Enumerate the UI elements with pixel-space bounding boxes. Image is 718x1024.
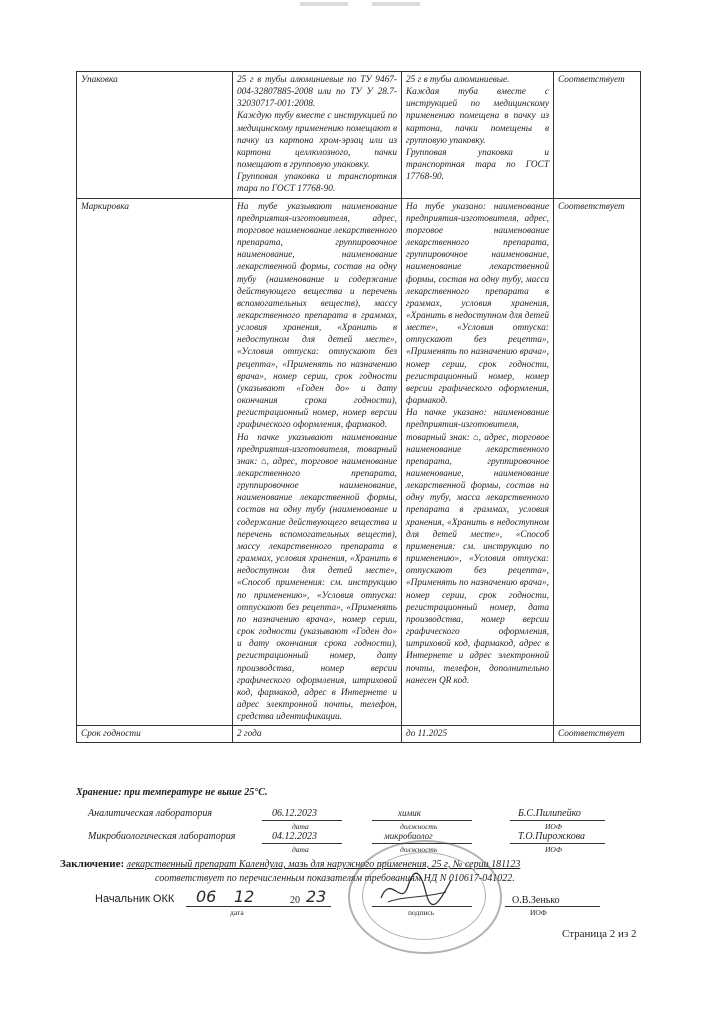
head-okk-name-caption: ИОФ — [530, 908, 547, 917]
head-okk-date-year: 23 — [306, 887, 327, 906]
requirement-cell — [233, 198, 402, 726]
head-okk-name: О.В.Зенько — [512, 895, 560, 906]
conclusion-cell: Соответствует — [554, 726, 641, 743]
analytical-date-caption: дата — [292, 822, 309, 831]
result-text: Групповая упаковка и транспортная тара по ГОСТ 17768-90. — [406, 147, 549, 183]
head-okk-sign-caption: подпись — [408, 908, 435, 917]
requirement-text: Групповая упаковка и транспортная тара по ГОСТ 17768-90. — [237, 172, 397, 195]
head-okk-sign-line — [372, 906, 472, 907]
conclusion-line1: лекарственный препарат Календула, мазь для наружного применения, 25 г, № серии 181123 — [126, 859, 521, 870]
page-number: Страница 2 из 2 — [562, 928, 637, 940]
micro-date-caption: дата — [292, 845, 309, 854]
head-okk-date-line — [186, 906, 331, 907]
micro-position: микробиолог — [384, 831, 433, 841]
analytical-name-line — [510, 820, 605, 821]
conclusion-cell: Соответствует — [554, 72, 641, 199]
row-label: Срок годности — [77, 726, 233, 743]
head-okk-name-line — [505, 906, 600, 907]
table-row-shelf-life — [77, 726, 641, 743]
analytical-position-caption: должность — [400, 822, 438, 831]
requirement-text: На пачке указывают наименование предприятия-изготовителя, товарный знак: ⌂, адрес, торговое наименование лекарственного препарата, группировочное наименование, наименование лекарственной формы, состав на одну тубу (наименование и содержание действующего вещества и перечень вспомогательных веществ), массу лекарственного препарата в граммах, условия хранения, «Хранить в недоступном для детей месте», «Способ применения: см. инструкцию по применению», «Условия отпуска: отпускают без рецепта», «Применять по назначению врача», номер серии, срок годности (указывают «Годен до» и дату окончания срока годности), регистрационный номер, дату производства, номер версии графического оформления, штриховой код, фармакод, адрес в Интернете и адрес электронной почты, телефон, средства идентификации. — [237, 432, 397, 723]
head-okk-date-month: 12 — [234, 887, 255, 906]
micro-name: Т.О.Пирожкова — [518, 831, 585, 842]
head-okk-date-day: 06 — [196, 887, 217, 906]
result-text: На тубе указано: наименование предприятия-изготовителя, адрес, торговое наименование лекарственного препарата, группировочное наименование, наименование лекарственной формы, состав на одну тубу, масса лекарственного препарата в граммах, условия хранения, «Хранить в недоступном для детей месте», «Условия отпуска: отпускают без рецепта», «Применять по назначению врача», номер серии, срок годности, регистрационный номер, номер версии графического оформления, фармакод. — [406, 201, 549, 407]
micro-name-line — [510, 843, 605, 844]
requirement-text: 25 г в тубы алюминиевые по ТУ 9467-004-32807885-2008 или по ТУ У 28.7-32030717-001:2008. — [237, 75, 397, 110]
micro-date-line — [262, 843, 342, 844]
conclusion-cell: Соответствует — [554, 198, 641, 726]
micro-name-caption: ИОФ — [545, 845, 562, 854]
analytical-name-caption: ИОФ — [545, 822, 562, 831]
analytical-position-line — [372, 820, 472, 821]
head-okk-date-prefix: 20 — [290, 895, 300, 906]
conclusion-heading: Заключение: — [60, 858, 125, 870]
table-row-packaging — [77, 72, 641, 199]
micro-date: 04.12.2023 — [272, 831, 317, 842]
analytical-name: Б.С.Пилипейко — [518, 808, 581, 819]
row-label: Упаковка — [77, 72, 233, 199]
result-text: 25 г в тубы алюминиевые. — [406, 75, 510, 85]
analytical-date: 06.12.2023 — [272, 808, 317, 819]
scan-top-mark — [300, 2, 420, 6]
head-okk-label: Начальник ОКК — [95, 893, 175, 905]
result-cell — [402, 198, 554, 726]
spec-table — [76, 71, 641, 743]
storage-note: Хранение: при температуре не выше 25°С. — [76, 787, 268, 798]
result-text: Каждая туба вместе с инструкцией по медицинскому применению помещена в пачку из картона, пачки помещены в групповую упаковку. — [406, 87, 549, 146]
requirement-text: На тубе указывают наименование предприятия-изготовителя, адрес, торговое наименование лекарственного препарата, группировочное наименование, наименование лекарственной формы, состав на одну тубу (наименование и содержание действующего вещества и перечень вспомогательных веществ), массу лекарственного препарата в граммах, условия хранения, «Хранить в недоступном для детей месте», «Условия отпуска: отпускают без рецепта», «Применять по назначению врача», номер серии, срок годности (указывают «Годен до» и дату окончания срока годности), регистрационный номер, номер версии графического оформления, фармакод. — [237, 201, 397, 431]
micro-lab-label: Микробиологическая лаборатория — [88, 831, 236, 842]
requirement-text: Каждую тубу вместе с инструкцией по медицинскому применению помещают в пачку из картона хром-эрзац или из картона целлюлозного, пачки помещают в групповую упаковку. — [237, 111, 397, 171]
table-row-labeling — [77, 198, 641, 726]
result-text: На пачке указано: наименование предприятия-изготовителя, товарный знак: ⌂, адрес, торговое наименование лекарственного препарата, группировочное наименование, наименование лекарственной формы, состав на одну тубу, масса лекарственного препарата в граммах, условия хранения, «Хранить в недоступном для детей месте», «Способ применения: см. инструкцию по применению», «Условия отпуска: отпускают без рецепта», «Применять по назначению врача», номер серии, срок годности, регистрационный номер, дата производства, номер версии графического оформления, штриховой код, фармакод, адрес в Интернете и адрес электронной почты, телефон, дополнительно нанесен QR код. — [406, 408, 549, 686]
analytical-lab-label: Аналитическая лаборатория — [88, 808, 212, 819]
result-cell — [402, 72, 554, 199]
analytical-date-line — [262, 820, 342, 821]
head-okk-date-caption: дата — [230, 908, 244, 917]
result-cell: до 11.2025 — [402, 726, 554, 743]
micro-position-caption: должность — [400, 845, 438, 854]
requirement-cell — [233, 72, 402, 199]
analytical-position: химик — [398, 808, 421, 818]
row-label: Маркировка — [77, 198, 233, 726]
requirement-cell: 2 года — [233, 726, 402, 743]
conclusion-line2: соответствует по перечисленным показателям требованиям НД N 010617-041022. — [155, 873, 515, 884]
